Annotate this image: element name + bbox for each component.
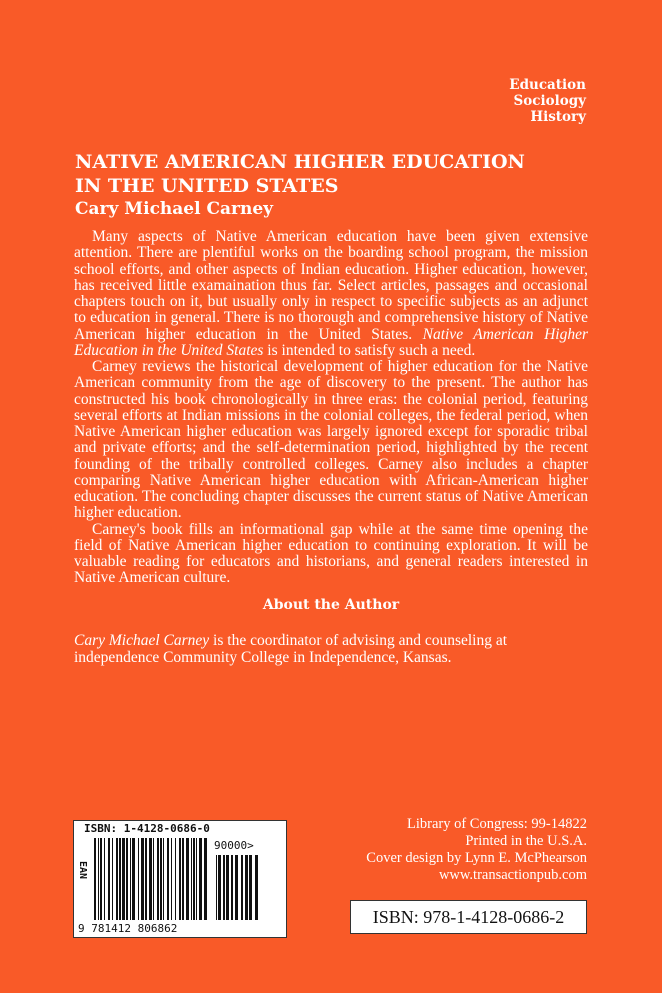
- paragraph: Carney reviews the historical development of higher education for the Native American community from the age of discovery to the present. The author has constructed his book chronologically in three eras: the colonial period, featuring several efforts at Indian missions in the colonial colleges, the federal period, when Native American higher education was largely ignored except for sporadic tribal and private efforts; and the self-determination period, highlighted by the recent founding of the tribally controlled colleges. Carney also includes a chapter comparing Native American higher education with African-American higher education. The concluding chapter discusses the current status of Native American higher education.: [74, 358, 588, 522]
- barcode-bar: [126, 838, 128, 920]
- barcode-bar: [191, 838, 192, 920]
- barcode-bar: [116, 838, 118, 920]
- text: is the coordinator of advising and counseling at independence Community College in Independence, Kansas.: [74, 632, 508, 666]
- subject-sociology: Sociology: [513, 93, 586, 109]
- publisher-website: www.transactionpub.com: [438, 867, 587, 883]
- barcode-bar: [175, 838, 176, 920]
- publication-info: [366, 816, 587, 884]
- subject-education: Education: [509, 77, 586, 93]
- barcode-price-code: 90000>: [214, 839, 254, 852]
- text: Many aspects of Native American education have been given extensive attention. There are plentiful works on the boarding school program, the mission school efforts, and other aspects of Indian education. Higher education, however, has received little examaination thus far. Select articles, passages and occasional chapters touch on it, but usually only in respect to specific subjects as an adjunct to education in general. There is no thorough and comprehensive history of Native American higher education in the United States.: [74, 228, 588, 343]
- barcode-bar: [130, 838, 131, 920]
- title-line: IN THE UNITED STATES: [75, 175, 339, 197]
- barcode-bar: [196, 838, 197, 920]
- isbn13-box: ISBN: 978-1-4128-0686-2: [350, 900, 587, 934]
- cover-design-credit: Cover design by Lynn E. McPhearson: [366, 850, 587, 866]
- barcode-bar: [193, 838, 195, 920]
- barcode-bar: [149, 838, 152, 920]
- barcode-bar: [145, 838, 147, 920]
- barcode-bar: [98, 838, 99, 920]
- barcode-bar: [218, 855, 221, 920]
- barcode-bar: [153, 838, 154, 920]
- barcode-ean-label: EAN: [77, 861, 88, 880]
- author-name: Cary Michael Carney: [75, 199, 274, 219]
- barcode-bar: [141, 838, 144, 920]
- barcode-bar: [100, 838, 102, 920]
- barcode-bar: [108, 838, 110, 920]
- barcode-bar: [216, 855, 217, 920]
- barcode-bar: [241, 855, 243, 920]
- about-author-heading: About the Author: [262, 597, 400, 613]
- about-author-text: [74, 632, 588, 666]
- barcode-bar: [223, 855, 225, 920]
- barcode-bar: [119, 838, 121, 920]
- text: is intended to satisfy such a need.: [263, 341, 476, 359]
- barcode-bar: [104, 838, 105, 920]
- barcode-bar: [167, 838, 169, 920]
- barcode: [73, 820, 287, 938]
- title-line: NATIVE AMERICAN HIGHER EDUCATION: [75, 151, 525, 173]
- subject-history: History: [530, 109, 586, 125]
- barcode-bar: [231, 855, 233, 920]
- barcode-bar: [179, 838, 181, 920]
- printed-in: Printed in the U.S.A.: [465, 833, 587, 849]
- barcode-bar: [157, 838, 159, 920]
- barcode-bar: [199, 838, 202, 920]
- barcode-bar: [249, 855, 252, 920]
- barcode-bar: [245, 855, 248, 920]
- barcode-bar: [186, 838, 189, 920]
- paragraph: [74, 229, 588, 359]
- barcode-bar: [235, 855, 238, 920]
- book-title-italic: Native American Higher Education in the United States: [74, 325, 588, 359]
- barcode-bar: [204, 838, 207, 920]
- barcode-bar: [226, 855, 229, 920]
- barcode-bar: [160, 838, 162, 920]
- barcode-bar: [255, 855, 258, 920]
- barcode-bar: [182, 838, 184, 920]
- barcode-bar: [122, 838, 125, 920]
- library-of-congress: Library of Congress: 99-14822: [406, 816, 587, 832]
- book-title: [75, 150, 525, 198]
- barcode-bar: [112, 838, 113, 920]
- description: [74, 229, 588, 587]
- paragraph: Carney's book fills an informational gap while at the same time opening the field of Native American higher education to continuing exploration. It will be valuable reading for educators and historians, and general readers interested in Native American culture.: [74, 520, 588, 587]
- barcode-bar: [94, 838, 96, 920]
- barcode-isbn10: ISBN: 1-4128-0686-0: [84, 822, 210, 835]
- barcode-number: 9 781412 806862: [78, 922, 178, 935]
- barcode-bar: [171, 838, 172, 920]
- barcode-bar: [132, 838, 135, 920]
- author-name-italic: Cary Michael Carney: [74, 632, 210, 649]
- barcode-bar: [138, 838, 139, 920]
- barcode-bar: [163, 838, 164, 920]
- subject-categories: [509, 77, 586, 125]
